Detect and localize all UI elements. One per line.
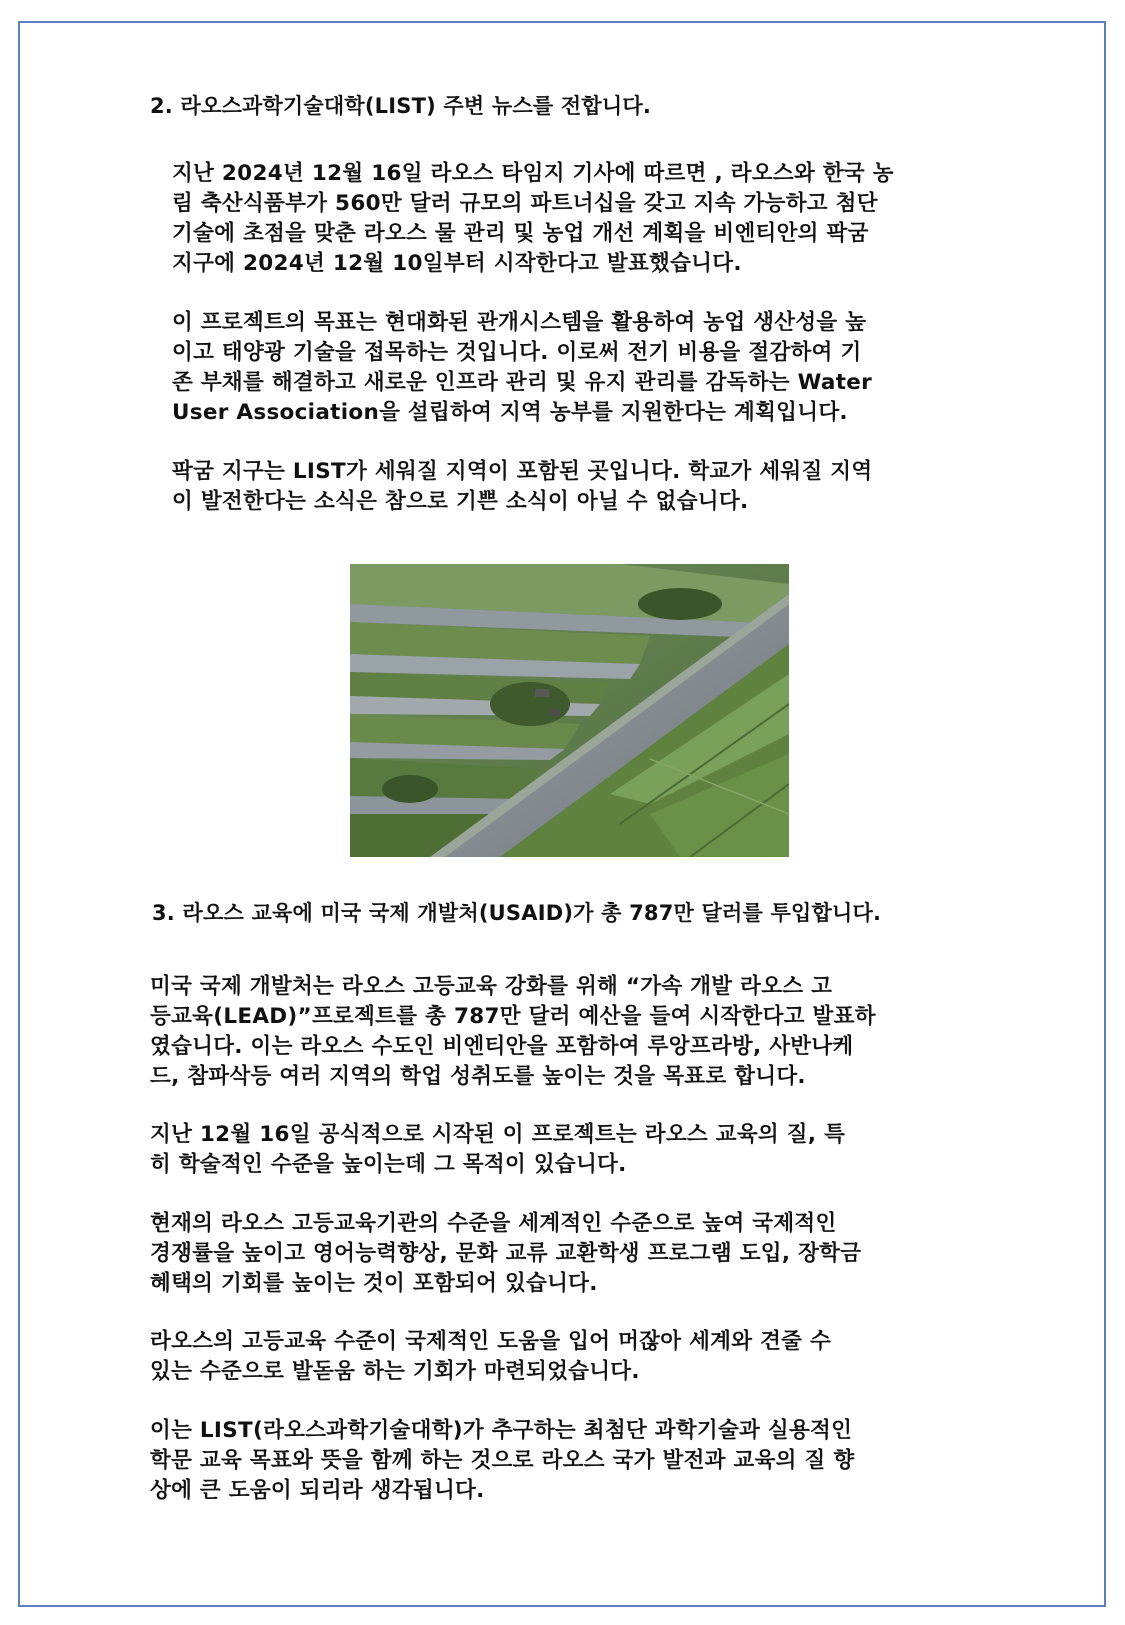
paragraph-line: 이고 태양광 기술을 접목하는 것입니다. 이로써 전기 비용을 절감하여 기: [172, 340, 862, 365]
paragraph-line: 학문 교육 목표와 뜻을 함께 하는 것으로 라오스 국가 발전과 교육의 질 향: [150, 1448, 855, 1473]
paragraph-line: 기술에 초점을 맞춘 라오스 물 관리 및 농업 개선 계획을 비엔티안의 팍굼: [172, 221, 869, 246]
paragraph-line: 이 프로젝트의 목표는 현대화된 관개시스템을 활용하여 농업 생산성을 높: [172, 310, 867, 335]
paragraph-line: 미국 국제 개발처는 라오스 고등교육 강화를 위해 “가속 개발 라오스 고: [150, 974, 833, 999]
paragraph-line: 상에 큰 도움이 되리라 생각됩니다.: [150, 1478, 485, 1503]
paragraph-line: 라오스의 고등교육 수준이 국제적인 도움을 입어 머잖아 세계와 견줄 수: [150, 1329, 832, 1354]
paragraph-line: 지구에 2024년 12월 10일부터 시작한다고 발표했습니다.: [172, 251, 742, 276]
aerial-farmland-canal-photo: [350, 564, 789, 857]
section2-paragraph-1: [172, 159, 894, 279]
paragraph-line: 팍굼 지구는 LIST가 세워질 지역이 포함된 곳입니다. 학교가 세워질 지역: [172, 459, 873, 484]
section2-heading: 2. 라오스과학기술대학(LIST) 주변 뉴스를 전합니다.: [150, 94, 651, 118]
section3-paragraph-5: [150, 1416, 854, 1506]
paragraph-line: 혜택의 기회를 높이는 것이 포함되어 있습니다.: [150, 1271, 598, 1296]
section3-paragraph-2: [150, 1120, 845, 1180]
section2-paragraph-3: [172, 457, 872, 517]
paragraph-line: 등교육(LEAD)”프로젝트를 총 787만 달러 예산을 들여 시작한다고 발표하: [150, 1004, 876, 1029]
section3-paragraph-4: [150, 1327, 831, 1387]
section3-heading: 3. 라오스 교육에 미국 국제 개발처(USAID)가 총 787만 달러를 투입합니다.: [152, 901, 882, 925]
paragraph-line: User Association을 설립하여 지역 농부를 지원한다는 계획입니다.: [172, 400, 848, 425]
paragraph-line: 이 발전한다는 소식은 참으로 기쁜 소식이 아닐 수 없습니다.: [172, 489, 749, 514]
paragraph-line: 지난 12월 16일 공식적으로 시작된 이 프로젝트는 라오스 교육의 질, 특: [150, 1122, 846, 1147]
paragraph-line: 드, 참파삭등 여러 지역의 학업 성취도를 높이는 것을 목표로 합니다.: [150, 1064, 806, 1089]
paragraph-line: 있는 수준으로 발돋움 하는 기회가 마련되었습니다.: [150, 1359, 640, 1384]
paragraph-line: 림 축산식품부가 560만 달러 규모의 파트너십을 갖고 지속 가능하고 첨단: [172, 191, 878, 216]
paragraph-line: 존 부채를 해결하고 새로운 인프라 관리 및 유지 관리를 감독하는 Water: [172, 370, 873, 395]
paragraph-line: 지난 2024년 12월 16일 라오스 타임지 기사에 따르면 , 라오스와 한국 농: [172, 161, 894, 186]
paragraph-line: 이는 LIST(라오스과학기술대학)가 추구하는 최첨단 과학기술과 실용적인: [150, 1418, 853, 1443]
section2-paragraph-2: [172, 308, 872, 428]
aerial-photo-svg: [350, 564, 789, 857]
paragraph-line: 였습니다. 이는 라오스 수도인 비엔티안을 포함하여 루앙프라방, 사반나케: [150, 1034, 854, 1059]
section3-paragraph-1: [150, 972, 876, 1092]
paragraph-line: 히 학술적인 수준을 높이는데 그 목적이 있습니다.: [150, 1152, 627, 1177]
paragraph-line: 현재의 라오스 고등교육기관의 수준을 세계적인 수준으로 높여 국제적인: [150, 1211, 837, 1236]
section3-paragraph-3: [150, 1209, 861, 1299]
paragraph-line: 경쟁률을 높이고 영어능력향상, 문화 교류 교환학생 프로그램 도입, 장학금: [150, 1241, 862, 1266]
